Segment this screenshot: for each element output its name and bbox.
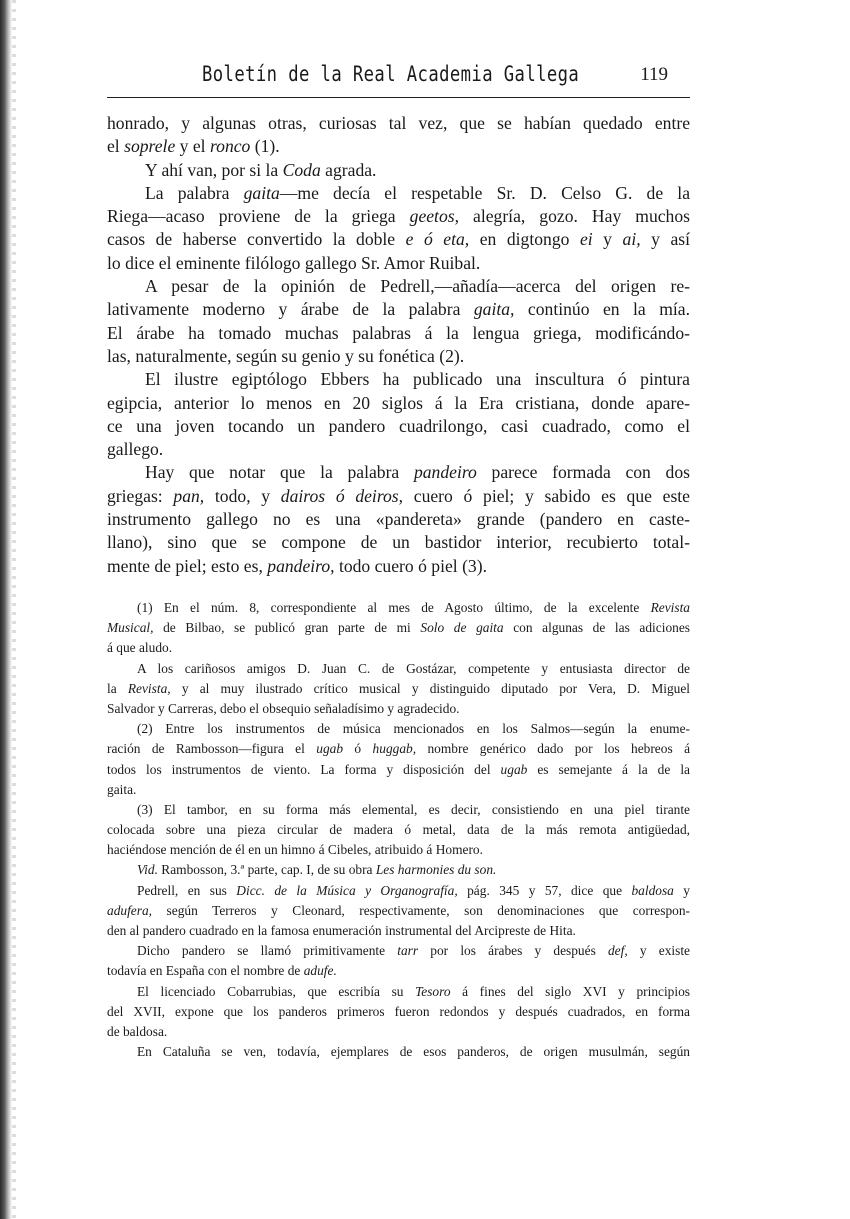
text-run: todo cuero ó piel (3). [334, 555, 487, 576]
italic-text: dairos ó deiros, [280, 485, 404, 506]
text-line [107, 112, 690, 135]
text-run: El ilustre egiptólogo Ebbers ha publicado una inscultura ó pintura [145, 369, 690, 390]
italic-text: Revista [650, 600, 690, 615]
text-line [107, 699, 690, 719]
italic-text: adufe. [303, 963, 337, 979]
italic-text: gaita [243, 182, 280, 203]
text-line [107, 205, 690, 228]
text-line [107, 760, 690, 780]
italic-text: Vid. [137, 862, 158, 878]
journal-title: Boletín de la Real Academia Gallega [202, 62, 580, 86]
text-line [107, 182, 690, 205]
text-run: ración de Rambosson—figura el [107, 741, 317, 757]
italic-text: tarr [397, 943, 419, 959]
text-run: ce una joven tocando un pandero cuadrilongo, casi cuadrado, como el [107, 415, 690, 436]
text-run: lativamente moderno y árabe de la palabra [107, 299, 474, 320]
text-line [107, 322, 690, 345]
text-run: y al muy ilustrado crítico musical y distinguido diputado por Vera, D. Miguel [170, 680, 690, 696]
text-run: El licenciado Cobarrubias, que escribía su [137, 983, 416, 999]
italic-text: Musical, [107, 620, 154, 636]
text-line [107, 860, 690, 880]
text-line [107, 638, 690, 658]
paragraph [107, 368, 690, 461]
text-run: la [107, 680, 128, 696]
text-line [107, 800, 690, 820]
text-run: Dicho pandero se llamó primitivamente [137, 943, 398, 959]
text-run: continúo en la mía. [514, 299, 690, 320]
text-run: lo dice el eminente filólogo gallego Sr. Amor Ruibal. [107, 252, 481, 273]
italic-text: Revista, [127, 680, 171, 696]
text-run: (1) En el núm. 8, correspondiente al mes de Agosto último, de la excelente [137, 600, 651, 615]
text-run: egipcia, anterior lo menos en 20 siglos á la Era cristiana, donde apare- [107, 392, 690, 413]
paragraph [107, 112, 690, 159]
footnote-paragraph [107, 659, 690, 720]
text-run: parece formada con dos [476, 462, 690, 483]
text-line [107, 228, 690, 251]
text-line [107, 719, 690, 739]
text-run: (2) Entre los instrumentos de música mencionados en los Salmos—según la enume- [137, 721, 690, 737]
text-line [107, 961, 690, 981]
text-line [107, 252, 690, 275]
text-line [107, 618, 690, 638]
footnote-paragraph [107, 800, 690, 861]
text-run: gallego. [107, 439, 164, 460]
text-line [107, 508, 690, 531]
text-line [107, 135, 690, 158]
italic-text: pandeiro, [267, 555, 335, 576]
text-run: y [673, 882, 690, 898]
text-run: A los cariñosos amigos D. Juan C. de Gostázar, competente y entusiasta director de [137, 660, 690, 676]
footnote-paragraph [107, 1042, 690, 1062]
text-line [107, 840, 690, 860]
text-run: á fines del siglo XVI y principios [450, 983, 691, 999]
text-run: Y ahí van, por si la [145, 159, 283, 180]
text-run: las, naturalmente, según su genio y su fonética (2). [107, 345, 465, 366]
text-run: nombre genérico dado por los hebreos á [416, 741, 691, 757]
text-run: A pesar de la opinión de Pedrell,—añadía—acerca del origen re- [145, 276, 690, 297]
text-run: alegría, gozo. Hay muchos [459, 206, 690, 227]
text-line [107, 820, 690, 840]
footnote-paragraph [107, 881, 690, 942]
italic-text: def, [607, 943, 628, 959]
italic-text: ei [579, 229, 593, 250]
text-run: es semejante á la de la [527, 761, 690, 777]
text-line [107, 461, 690, 484]
footnote-paragraph [107, 598, 690, 659]
text-run: del XVII, expone que los panderos primeros fueron redondos y después cuadrados, en forma [107, 1003, 690, 1019]
paragraph [107, 182, 690, 275]
text-line [107, 941, 690, 961]
italic-text: ugab [316, 741, 344, 757]
text-run: todo, y [204, 485, 281, 506]
text-line [107, 739, 690, 759]
text-run: pág. 345 y 57, dice que [457, 882, 632, 898]
text-run: haciéndose mención de él en un himno á Cibeles, atribuido á Homero. [107, 842, 483, 858]
text-line [107, 438, 690, 461]
text-run: gaita. [107, 781, 137, 797]
text-run: según Terreros y Cleonard, respectivamente, son denominaciones que correspon- [152, 902, 690, 918]
italic-text: Les harmonies du son. [375, 862, 497, 878]
footnote-paragraph [107, 941, 690, 981]
text-run: mente de piel; esto es, [107, 555, 268, 576]
text-run: con algunas de las adiciones [503, 620, 690, 636]
page-number: 119 [640, 64, 668, 85]
text-line [107, 901, 690, 921]
text-run: Riega—acaso proviene de la griega [107, 206, 410, 227]
paragraph [107, 461, 690, 577]
italic-text: geetos, [409, 206, 459, 227]
text-line [107, 1022, 690, 1042]
italic-text: ronco [209, 136, 251, 157]
text-run: todos los instrumentos de viento. La forma y disposición del [107, 761, 501, 777]
paragraph [107, 275, 690, 368]
italic-text: huggab, [372, 741, 417, 757]
text-line [107, 598, 690, 618]
italic-text: baldosa [631, 882, 674, 898]
text-run: griegas: [107, 485, 174, 506]
text-line [107, 982, 690, 1002]
footnotes [107, 598, 690, 1062]
text-run: —me decía el respetable Sr. D. Celso G. de la [279, 182, 690, 203]
italic-text: ugab [500, 761, 528, 777]
text-run: Hay que notar que la palabra [145, 462, 414, 483]
text-run: todavía en España con el nombre de [107, 963, 304, 979]
text-line [107, 780, 690, 800]
text-run: honrado, y algunas otras, curiosas tal vez, que se habían quedado entre [107, 113, 690, 133]
text-run: por los árabes y después [418, 943, 608, 959]
text-line [107, 275, 690, 298]
text-line [107, 392, 690, 415]
footnote-paragraph [107, 982, 690, 1043]
text-run: El árabe ha tomado muchas palabras á la lengua griega, modificándo- [107, 322, 690, 343]
text-line [107, 881, 690, 901]
text-line [107, 531, 690, 554]
text-run: (1). [250, 136, 280, 157]
footnote-paragraph [107, 860, 690, 880]
text-run: y existe [627, 943, 691, 959]
italic-text: soprele [124, 136, 176, 157]
italic-text: Solo de gaita [420, 620, 504, 636]
text-run: de Bilbao, se publicó gran parte de mi [153, 620, 421, 636]
text-line [107, 555, 690, 578]
text-run: á que aludo. [107, 640, 173, 656]
text-line [107, 159, 690, 182]
italic-text: Dicc. de la Música y Organografía, [236, 882, 458, 898]
italic-text: adufera, [107, 902, 153, 918]
text-run: llano), sino que se compone de un bastidor interior, recubierto total- [107, 532, 690, 553]
scan-binding-edge [0, 0, 12, 1219]
text-run: En Cataluña se ven, todavía, ejemplares de esos panderos, de origen musulmán, según [137, 1044, 690, 1060]
italic-text: pandeiro [413, 462, 477, 483]
italic-text: gaita, [473, 299, 515, 320]
text-run: agrada. [320, 159, 377, 180]
text-run: de baldosa. [107, 1023, 168, 1039]
header-rule [107, 97, 690, 98]
italic-text: e ó eta, [405, 229, 470, 250]
text-run: y así [640, 229, 691, 250]
text-run: cuero ó piel; y sabido es que este [403, 485, 690, 506]
text-run: en digtongo [469, 229, 580, 250]
scan-binding-shadow [12, 0, 16, 1219]
italic-text: pan, [173, 485, 205, 506]
text-run: Salvador y Carreras, debo el obsequio señaladísimo y agradecido. [107, 700, 460, 716]
text-line [107, 921, 690, 941]
text-line [107, 368, 690, 391]
text-line [107, 679, 690, 699]
italic-text: ai, [622, 229, 641, 250]
running-header [107, 62, 690, 92]
text-run: instrumento gallego no es una «pandereta» grande (pandero en caste- [107, 509, 690, 530]
text-line [107, 298, 690, 321]
text-run: colocada sobre una pieza circular de madera ó metal, data de la más remota antigüedad, [107, 822, 690, 838]
paragraph [107, 159, 690, 182]
text-run: el [107, 136, 125, 157]
text-run: y el [175, 136, 210, 157]
text-line [107, 659, 690, 679]
body-text [107, 112, 690, 578]
text-run: Pedrell, en sus [137, 882, 237, 898]
text-run: y [592, 229, 623, 250]
italic-text: Coda [282, 159, 321, 180]
footnote-paragraph [107, 719, 690, 800]
text-run: den al pandero cuadrado en la famosa enumeración instrumental del Arcipreste de Hita. [107, 923, 576, 938]
text-run: La palabra [145, 182, 244, 203]
text-run: ó [343, 741, 373, 757]
text-line [107, 345, 690, 368]
italic-text: Tesoro [415, 983, 451, 999]
text-run: Rambosson, 3.ª parte, cap. I, de su obra [157, 862, 376, 878]
text-line [107, 1042, 690, 1062]
text-line [107, 485, 690, 508]
text-run: casos de haberse convertido la doble [107, 229, 406, 250]
text-run: (3) El tambor, en su forma más elemental, es decir, consistiendo en una piel tirante [137, 801, 690, 817]
text-line [107, 1002, 690, 1022]
text-line [107, 415, 690, 438]
